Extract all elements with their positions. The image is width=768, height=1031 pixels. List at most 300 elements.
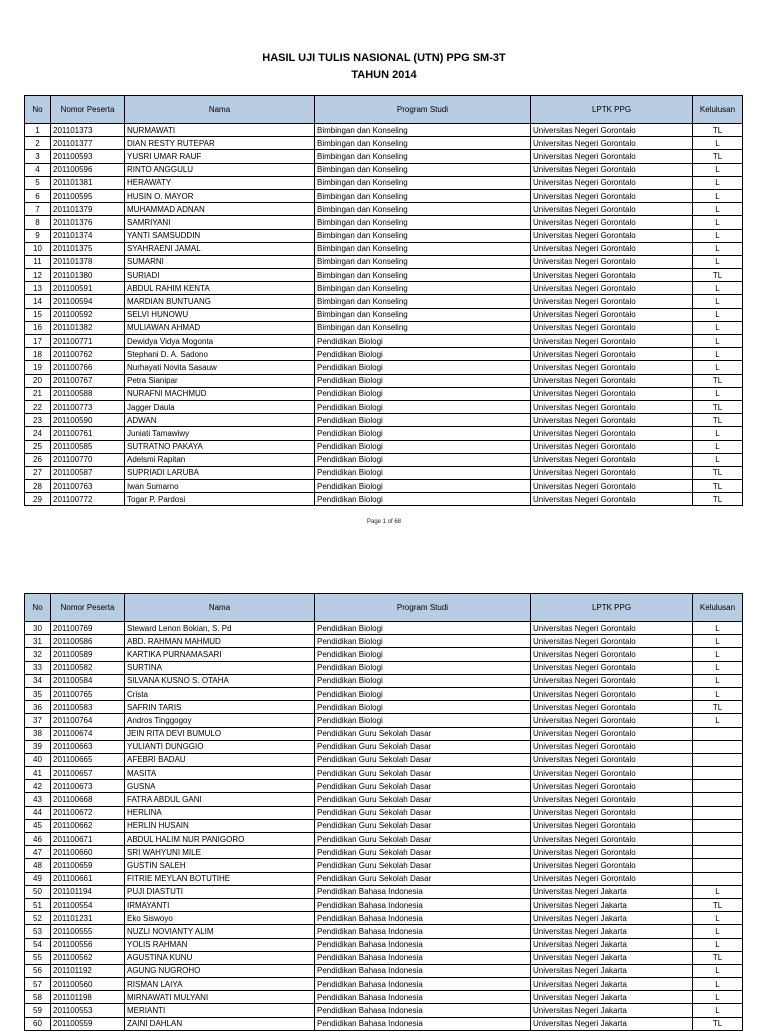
cell-no: 59	[25, 1004, 51, 1017]
cell-nomor-peserta: 201100590	[51, 414, 125, 427]
cell-nama: HERLINA	[125, 806, 315, 819]
table-row	[25, 833, 743, 846]
cell-nama: Stephani D. A. Sadono	[125, 348, 315, 361]
cell-no: 21	[25, 387, 51, 400]
cell-lptk-ppg: Universitas Negeri Gorontalo	[531, 229, 693, 242]
cell-lptk-ppg: Universitas Negeri Gorontalo	[531, 361, 693, 374]
cell-kelulusan	[693, 753, 743, 766]
cell-lptk-ppg: Universitas Negeri Gorontalo	[531, 780, 693, 793]
table-row	[25, 308, 743, 321]
cell-no: 45	[25, 819, 51, 832]
cell-no: 12	[25, 269, 51, 282]
cell-no: 1	[25, 124, 51, 137]
cell-nomor-peserta: 201101192	[51, 964, 125, 977]
cell-kelulusan: L	[693, 635, 743, 648]
cell-no: 53	[25, 925, 51, 938]
table-row	[25, 753, 743, 766]
cell-program-studi: Pendidikan Guru Sekolah Dasar	[315, 872, 531, 885]
cell-nama: Crista	[125, 687, 315, 700]
cell-kelulusan: L	[693, 938, 743, 951]
table-row	[25, 951, 743, 964]
cell-program-studi: Pendidikan Guru Sekolah Dasar	[315, 846, 531, 859]
cell-nama: ABDUL RAHIM KENTA	[125, 282, 315, 295]
cell-lptk-ppg: Universitas Negeri Gorontalo	[531, 216, 693, 229]
cell-kelulusan: L	[693, 440, 743, 453]
cell-no: 10	[25, 242, 51, 255]
table-row	[25, 635, 743, 648]
cell-program-studi: Bimbingan dan Konseling	[315, 295, 531, 308]
cell-no: 47	[25, 846, 51, 859]
table-row	[25, 124, 743, 137]
cell-nama: SUPRIADI LARUBA	[125, 466, 315, 479]
table-row	[25, 898, 743, 911]
table-header-row	[25, 594, 743, 622]
cell-kelulusan: L	[693, 387, 743, 400]
cell-lptk-ppg: Universitas Negeri Gorontalo	[531, 872, 693, 885]
cell-no: 9	[25, 229, 51, 242]
cell-program-studi: Bimbingan dan Konseling	[315, 137, 531, 150]
table-header-row	[25, 96, 743, 124]
table-row	[25, 229, 743, 242]
cell-nama: PUJI DIASTUTI	[125, 885, 315, 898]
cell-nama: YULIANTI DUNGGIO	[125, 740, 315, 753]
cell-no: 39	[25, 740, 51, 753]
cell-nama: DIAN RESTY RUTEPAR	[125, 137, 315, 150]
cell-nomor-peserta: 201100766	[51, 361, 125, 374]
cell-program-studi: Pendidikan Bahasa Indonesia	[315, 912, 531, 925]
title-block	[0, 50, 768, 84]
table-row	[25, 361, 743, 374]
table-row	[25, 242, 743, 255]
cell-kelulusan: L	[693, 295, 743, 308]
header-program-studi: Program Studi	[315, 96, 531, 124]
cell-no: 49	[25, 872, 51, 885]
cell-no: 38	[25, 727, 51, 740]
cell-nama: MIRNAWATI MULYANI	[125, 991, 315, 1004]
cell-kelulusan: L	[693, 687, 743, 700]
cell-nomor-peserta: 201101231	[51, 912, 125, 925]
cell-no: 6	[25, 189, 51, 202]
document-subtitle: TAHUN 2014	[351, 69, 417, 81]
cell-kelulusan: L	[693, 189, 743, 202]
table-row	[25, 453, 743, 466]
cell-no: 34	[25, 674, 51, 687]
cell-no: 25	[25, 440, 51, 453]
cell-nomor-peserta: 201100771	[51, 335, 125, 348]
cell-nama: NUZLI NOVIANTY ALIM	[125, 925, 315, 938]
table-row	[25, 925, 743, 938]
table-row	[25, 414, 743, 427]
cell-no: 19	[25, 361, 51, 374]
table-row	[25, 189, 743, 202]
cell-kelulusan: L	[693, 203, 743, 216]
cell-kelulusan: TL	[693, 466, 743, 479]
header-kelulusan: Kelulusan	[693, 96, 743, 124]
cell-nama: ZAINI DAHLAN	[125, 1017, 315, 1030]
table-row	[25, 661, 743, 674]
cell-no: 36	[25, 701, 51, 714]
cell-kelulusan: L	[693, 622, 743, 635]
cell-lptk-ppg: Universitas Negeri Gorontalo	[531, 308, 693, 321]
cell-nomor-peserta: 201101378	[51, 255, 125, 268]
cell-program-studi: Pendidikan Biologi	[315, 400, 531, 413]
cell-nama: SURTINA	[125, 661, 315, 674]
cell-no: 2	[25, 137, 51, 150]
cell-no: 23	[25, 414, 51, 427]
cell-no: 15	[25, 308, 51, 321]
cell-kelulusan: L	[693, 163, 743, 176]
cell-lptk-ppg: Universitas Negeri Gorontalo	[531, 269, 693, 282]
table-row	[25, 727, 743, 740]
table-row	[25, 701, 743, 714]
cell-nama: Petra Sianipar	[125, 374, 315, 387]
table-row	[25, 648, 743, 661]
cell-nama: HERLIN HUSAIN	[125, 819, 315, 832]
cell-program-studi: Pendidikan Biologi	[315, 374, 531, 387]
cell-nomor-peserta: 201100769	[51, 622, 125, 635]
cell-lptk-ppg: Universitas Negeri Gorontalo	[531, 767, 693, 780]
cell-nomor-peserta: 201100659	[51, 859, 125, 872]
cell-lptk-ppg: Universitas Negeri Gorontalo	[531, 124, 693, 137]
cell-no: 28	[25, 480, 51, 493]
cell-program-studi: Pendidikan Biologi	[315, 480, 531, 493]
cell-program-studi: Bimbingan dan Konseling	[315, 124, 531, 137]
table-row	[25, 622, 743, 635]
cell-nomor-peserta: 201100562	[51, 951, 125, 964]
cell-nama: IRMAYANTI	[125, 898, 315, 911]
cell-nomor-peserta: 201101373	[51, 124, 125, 137]
table-row	[25, 991, 743, 1004]
cell-nama: HUSIN O. MAYOR	[125, 189, 315, 202]
cell-kelulusan	[693, 780, 743, 793]
cell-nomor-peserta: 201100761	[51, 427, 125, 440]
cell-nomor-peserta: 201100674	[51, 727, 125, 740]
cell-program-studi: Pendidikan Bahasa Indonesia	[315, 898, 531, 911]
cell-lptk-ppg: Universitas Negeri Gorontalo	[531, 701, 693, 714]
cell-lptk-ppg: Universitas Negeri Gorontalo	[531, 833, 693, 846]
cell-lptk-ppg: Universitas Negeri Gorontalo	[531, 480, 693, 493]
cell-nama: Andros Tinggogoy	[125, 714, 315, 727]
cell-lptk-ppg: Universitas Negeri Gorontalo	[531, 740, 693, 753]
cell-nomor-peserta: 201100595	[51, 189, 125, 202]
cell-nomor-peserta: 201100770	[51, 453, 125, 466]
cell-lptk-ppg: Universitas Negeri Gorontalo	[531, 282, 693, 295]
cell-no: 51	[25, 898, 51, 911]
cell-nama: Adelsmi Rapitan	[125, 453, 315, 466]
cell-no: 50	[25, 885, 51, 898]
table-row	[25, 282, 743, 295]
cell-no: 35	[25, 687, 51, 700]
table-row	[25, 938, 743, 951]
cell-lptk-ppg: Universitas Negeri Gorontalo	[531, 427, 693, 440]
cell-kelulusan	[693, 872, 743, 885]
cell-program-studi: Pendidikan Bahasa Indonesia	[315, 991, 531, 1004]
cell-nama: Jagger Daula	[125, 400, 315, 413]
cell-program-studi: Bimbingan dan Konseling	[315, 282, 531, 295]
cell-lptk-ppg: Universitas Negeri Gorontalo	[531, 466, 693, 479]
cell-kelulusan: L	[693, 674, 743, 687]
results-table-page-2	[24, 593, 743, 1031]
cell-program-studi: Pendidikan Bahasa Indonesia	[315, 925, 531, 938]
cell-program-studi: Pendidikan Bahasa Indonesia	[315, 938, 531, 951]
table-row	[25, 480, 743, 493]
cell-kelulusan	[693, 846, 743, 859]
cell-no: 60	[25, 1017, 51, 1030]
cell-nomor-peserta: 201100663	[51, 740, 125, 753]
cell-nomor-peserta: 201100593	[51, 150, 125, 163]
cell-nomor-peserta: 201100661	[51, 872, 125, 885]
cell-program-studi: Pendidikan Biologi	[315, 635, 531, 648]
cell-lptk-ppg: Universitas Negeri Jakarta	[531, 912, 693, 925]
cell-nama: ABDUL HALIM NUR PANIGORO	[125, 833, 315, 846]
table-row	[25, 493, 743, 506]
cell-no: 5	[25, 176, 51, 189]
cell-nama: SAFRIN TARIS	[125, 701, 315, 714]
cell-nama: FITRIE MEYLAN BOTUTIHE	[125, 872, 315, 885]
cell-program-studi: Bimbingan dan Konseling	[315, 229, 531, 242]
cell-nomor-peserta: 201100584	[51, 674, 125, 687]
cell-lptk-ppg: Universitas Negeri Jakarta	[531, 978, 693, 991]
cell-lptk-ppg: Universitas Negeri Gorontalo	[531, 622, 693, 635]
cell-nama: RISMAN LAIYA	[125, 978, 315, 991]
cell-no: 14	[25, 295, 51, 308]
cell-program-studi: Pendidikan Biologi	[315, 714, 531, 727]
cell-no: 33	[25, 661, 51, 674]
cell-program-studi: Pendidikan Biologi	[315, 348, 531, 361]
cell-program-studi: Pendidikan Guru Sekolah Dasar	[315, 806, 531, 819]
cell-nomor-peserta: 201100764	[51, 714, 125, 727]
cell-nama: NURMAWATI	[125, 124, 315, 137]
header-program-studi: Program Studi	[315, 594, 531, 622]
cell-nama: ADWAN	[125, 414, 315, 427]
cell-nomor-peserta: 201100767	[51, 374, 125, 387]
cell-kelulusan	[693, 819, 743, 832]
table-row	[25, 427, 743, 440]
cell-lptk-ppg: Universitas Negeri Gorontalo	[531, 335, 693, 348]
cell-nama: JEIN RITA DEVI BUMULO	[125, 727, 315, 740]
cell-program-studi: Pendidikan Biologi	[315, 427, 531, 440]
cell-kelulusan: L	[693, 964, 743, 977]
header-lptk-ppg: LPTK PPG	[531, 594, 693, 622]
cell-program-studi: Pendidikan Guru Sekolah Dasar	[315, 859, 531, 872]
cell-no: 37	[25, 714, 51, 727]
cell-program-studi: Pendidikan Bahasa Indonesia	[315, 951, 531, 964]
cell-nomor-peserta: 201100587	[51, 466, 125, 479]
cell-lptk-ppg: Universitas Negeri Gorontalo	[531, 793, 693, 806]
cell-lptk-ppg: Universitas Negeri Gorontalo	[531, 493, 693, 506]
cell-lptk-ppg: Universitas Negeri Gorontalo	[531, 321, 693, 334]
cell-lptk-ppg: Universitas Negeri Gorontalo	[531, 137, 693, 150]
cell-kelulusan: L	[693, 255, 743, 268]
cell-program-studi: Pendidikan Bahasa Indonesia	[315, 964, 531, 977]
cell-nama: KARTIKA PURNAMASARI	[125, 648, 315, 661]
cell-lptk-ppg: Universitas Negeri Gorontalo	[531, 648, 693, 661]
cell-nomor-peserta: 201100594	[51, 295, 125, 308]
cell-program-studi: Bimbingan dan Konseling	[315, 203, 531, 216]
cell-kelulusan: L	[693, 282, 743, 295]
cell-lptk-ppg: Universitas Negeri Gorontalo	[531, 440, 693, 453]
table-row	[25, 714, 743, 727]
cell-program-studi: Bimbingan dan Konseling	[315, 163, 531, 176]
cell-nama: SUMARNI	[125, 255, 315, 268]
table-row	[25, 466, 743, 479]
cell-lptk-ppg: Universitas Negeri Jakarta	[531, 1004, 693, 1017]
cell-kelulusan: L	[693, 321, 743, 334]
cell-nama: MULIAWAN AHMAD	[125, 321, 315, 334]
cell-program-studi: Pendidikan Biologi	[315, 466, 531, 479]
cell-nama: AFEBRI BADAU	[125, 753, 315, 766]
cell-lptk-ppg: Universitas Negeri Jakarta	[531, 991, 693, 1004]
cell-kelulusan: L	[693, 661, 743, 674]
table-body-page-1	[25, 124, 743, 506]
cell-kelulusan: L	[693, 1004, 743, 1017]
cell-nomor-peserta: 201101380	[51, 269, 125, 282]
table-row	[25, 846, 743, 859]
table-row	[25, 348, 743, 361]
cell-kelulusan: TL	[693, 400, 743, 413]
cell-no: 31	[25, 635, 51, 648]
table-row	[25, 255, 743, 268]
table-row	[25, 978, 743, 991]
header-no: No	[25, 594, 51, 622]
cell-kelulusan: L	[693, 242, 743, 255]
cell-nomor-peserta: 201100765	[51, 687, 125, 700]
cell-nomor-peserta: 201100673	[51, 780, 125, 793]
cell-kelulusan: L	[693, 308, 743, 321]
cell-program-studi: Pendidikan Guru Sekolah Dasar	[315, 793, 531, 806]
cell-no: 13	[25, 282, 51, 295]
cell-lptk-ppg: Universitas Negeri Gorontalo	[531, 674, 693, 687]
cell-kelulusan	[693, 767, 743, 780]
cell-nomor-peserta: 201100583	[51, 701, 125, 714]
table-row	[25, 137, 743, 150]
cell-lptk-ppg: Universitas Negeri Gorontalo	[531, 400, 693, 413]
table-row	[25, 335, 743, 348]
cell-kelulusan: TL	[693, 951, 743, 964]
table-row	[25, 150, 743, 163]
table-row	[25, 872, 743, 885]
cell-nomor-peserta: 201100772	[51, 493, 125, 506]
cell-program-studi: Pendidikan Bahasa Indonesia	[315, 978, 531, 991]
cell-lptk-ppg: Universitas Negeri Gorontalo	[531, 387, 693, 400]
table-row	[25, 163, 743, 176]
table-row	[25, 176, 743, 189]
cell-nama: Eko Siswoyo	[125, 912, 315, 925]
cell-nama: AGUSTINA KUNU	[125, 951, 315, 964]
cell-no: 18	[25, 348, 51, 361]
cell-nomor-peserta: 201101379	[51, 203, 125, 216]
cell-nomor-peserta: 201100763	[51, 480, 125, 493]
cell-nomor-peserta: 201100555	[51, 925, 125, 938]
cell-kelulusan	[693, 727, 743, 740]
cell-kelulusan: TL	[693, 480, 743, 493]
table-row	[25, 793, 743, 806]
table-row	[25, 687, 743, 700]
cell-program-studi: Pendidikan Biologi	[315, 361, 531, 374]
cell-kelulusan: TL	[693, 124, 743, 137]
cell-nama: RINTO ANGGULU	[125, 163, 315, 176]
cell-nama: SELVI HUNOWU	[125, 308, 315, 321]
cell-no: 57	[25, 978, 51, 991]
cell-nomor-peserta: 201101376	[51, 216, 125, 229]
table-row	[25, 859, 743, 872]
cell-program-studi: Pendidikan Guru Sekolah Dasar	[315, 780, 531, 793]
header-no: No	[25, 96, 51, 124]
cell-no: 3	[25, 150, 51, 163]
cell-lptk-ppg: Universitas Negeri Gorontalo	[531, 859, 693, 872]
cell-kelulusan: TL	[693, 701, 743, 714]
cell-nomor-peserta: 201100556	[51, 938, 125, 951]
cell-kelulusan: TL	[693, 414, 743, 427]
cell-nama: Iwan Sumarno	[125, 480, 315, 493]
table-row	[25, 440, 743, 453]
cell-kelulusan: L	[693, 176, 743, 189]
cell-nomor-peserta: 201101198	[51, 991, 125, 1004]
cell-program-studi: Pendidikan Biologi	[315, 687, 531, 700]
cell-nama: Dewidya Vidya Mogonta	[125, 335, 315, 348]
cell-lptk-ppg: Universitas Negeri Gorontalo	[531, 753, 693, 766]
table-row	[25, 387, 743, 400]
cell-nama: Togar P. Pardosi	[125, 493, 315, 506]
table-row	[25, 203, 743, 216]
cell-kelulusan: L	[693, 361, 743, 374]
cell-no: 24	[25, 427, 51, 440]
cell-program-studi: Bimbingan dan Konseling	[315, 150, 531, 163]
table-row	[25, 1004, 743, 1017]
cell-kelulusan: L	[693, 912, 743, 925]
cell-nama: ABD. RAHMAN MAHMUD	[125, 635, 315, 648]
cell-lptk-ppg: Universitas Negeri Gorontalo	[531, 255, 693, 268]
cell-no: 7	[25, 203, 51, 216]
cell-kelulusan: L	[693, 991, 743, 1004]
table-row	[25, 780, 743, 793]
cell-no: 44	[25, 806, 51, 819]
cell-no: 22	[25, 400, 51, 413]
cell-program-studi: Pendidikan Biologi	[315, 661, 531, 674]
cell-lptk-ppg: Universitas Negeri Gorontalo	[531, 846, 693, 859]
table-row	[25, 806, 743, 819]
cell-program-studi: Pendidikan Biologi	[315, 701, 531, 714]
cell-no: 32	[25, 648, 51, 661]
table-row	[25, 740, 743, 753]
cell-nomor-peserta: 201100582	[51, 661, 125, 674]
cell-no: 40	[25, 753, 51, 766]
cell-no: 46	[25, 833, 51, 846]
cell-nama: SAMRIYANI	[125, 216, 315, 229]
cell-nama: YOLIS RAHMAN	[125, 938, 315, 951]
cell-kelulusan: L	[693, 925, 743, 938]
cell-lptk-ppg: Universitas Negeri Gorontalo	[531, 176, 693, 189]
table-row	[25, 269, 743, 282]
cell-no: 26	[25, 453, 51, 466]
cell-nomor-peserta: 201100762	[51, 348, 125, 361]
cell-nomor-peserta: 201100586	[51, 635, 125, 648]
cell-nomor-peserta: 201101382	[51, 321, 125, 334]
table-row	[25, 819, 743, 832]
cell-no: 16	[25, 321, 51, 334]
cell-program-studi: Bimbingan dan Konseling	[315, 242, 531, 255]
cell-lptk-ppg: Universitas Negeri Gorontalo	[531, 163, 693, 176]
cell-program-studi: Bimbingan dan Konseling	[315, 255, 531, 268]
cell-kelulusan: TL	[693, 898, 743, 911]
cell-lptk-ppg: Universitas Negeri Gorontalo	[531, 806, 693, 819]
cell-program-studi: Bimbingan dan Konseling	[315, 189, 531, 202]
cell-no: 27	[25, 466, 51, 479]
cell-nomor-peserta: 201100588	[51, 387, 125, 400]
cell-kelulusan: L	[693, 348, 743, 361]
cell-kelulusan: TL	[693, 1017, 743, 1030]
cell-no: 11	[25, 255, 51, 268]
